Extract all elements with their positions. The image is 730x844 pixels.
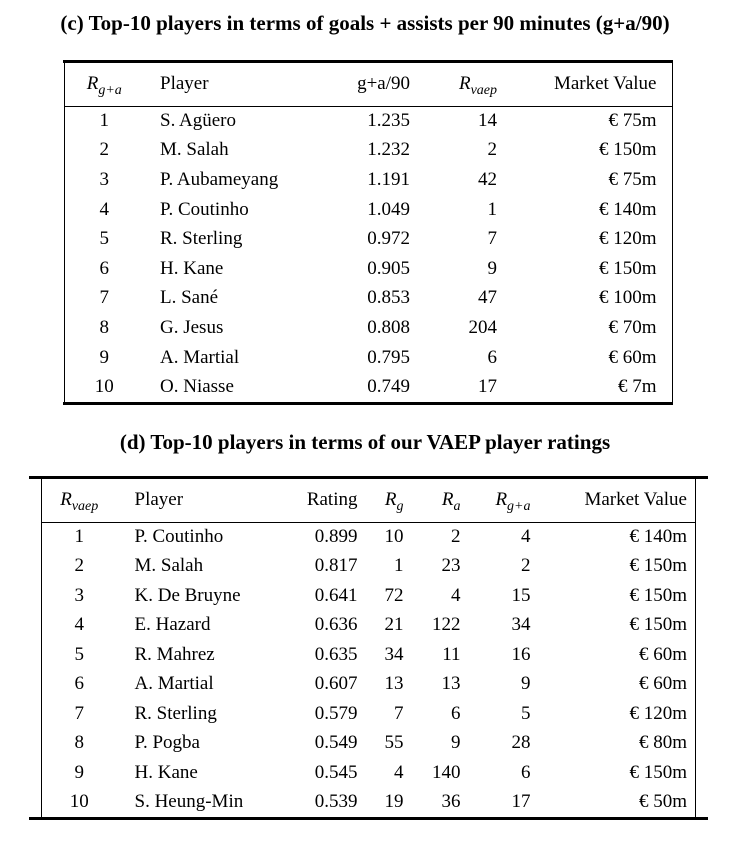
table-cell: 0.972 bbox=[367, 228, 410, 250]
table-cell: 6 bbox=[451, 702, 461, 724]
table-cell: 8 bbox=[99, 316, 109, 338]
column-header-rga bbox=[461, 479, 531, 522]
table-cell: 0.641 bbox=[314, 584, 358, 606]
column-header-rank-ga bbox=[64, 63, 144, 106]
table-cell: € 70m bbox=[608, 316, 657, 338]
table-cell: 55 bbox=[384, 732, 404, 754]
table-row bbox=[42, 640, 696, 670]
table-cell: 9 bbox=[451, 732, 461, 754]
table-row bbox=[42, 611, 696, 641]
table-cell: 2 bbox=[99, 139, 109, 161]
table-cell: R. Sterling bbox=[160, 228, 243, 250]
table-row bbox=[64, 165, 672, 195]
table-row bbox=[42, 670, 696, 700]
table-c-frame bbox=[63, 60, 673, 405]
table-cell: 17 bbox=[511, 791, 531, 813]
table-cell: 10 bbox=[94, 376, 114, 398]
table-cell: A. Martial bbox=[160, 346, 240, 368]
table-cell: 36 bbox=[441, 791, 461, 813]
table-cell: M. Salah bbox=[160, 139, 229, 161]
table-cell: 13 bbox=[441, 673, 461, 695]
table-row bbox=[64, 136, 672, 166]
table-cell: 34 bbox=[511, 614, 531, 636]
table-d-body bbox=[42, 522, 696, 817]
table-cell: 11 bbox=[442, 643, 461, 665]
header-row bbox=[42, 479, 696, 522]
table-cell: 19 bbox=[384, 791, 404, 813]
table-cell: 5 bbox=[99, 228, 109, 250]
math-subscript: vaep bbox=[71, 499, 99, 515]
table-cell: 16 bbox=[511, 643, 531, 665]
table-d-header bbox=[42, 479, 696, 522]
table-cell: € 120m bbox=[629, 702, 687, 724]
table-cell: A. Martial bbox=[134, 673, 214, 695]
math-subscript: a bbox=[453, 499, 461, 515]
table-cell: 10 bbox=[384, 526, 404, 547]
table-cell: € 100m bbox=[598, 287, 657, 309]
column-header-player: Player bbox=[117, 479, 277, 522]
table-cell: 14 bbox=[478, 110, 497, 132]
table-cell: € 75m bbox=[608, 110, 657, 132]
table-row bbox=[42, 581, 696, 611]
table-cell: 0.635 bbox=[314, 643, 358, 665]
column-header-ra bbox=[404, 479, 461, 522]
table-cell: 0.539 bbox=[314, 791, 358, 813]
table-cell: € 150m bbox=[598, 257, 657, 279]
table-cell: H. Kane bbox=[160, 257, 224, 279]
math-subscript: g+a bbox=[98, 83, 122, 99]
table-cell: 0.545 bbox=[314, 761, 358, 783]
table-cell: 5 bbox=[521, 702, 531, 724]
table-cell: R. Sterling bbox=[134, 702, 217, 724]
table-cell: M. Salah bbox=[134, 555, 204, 577]
math-subscript: vaep bbox=[470, 83, 497, 99]
table-cell: 7 bbox=[394, 702, 404, 724]
table-cell: O. Niasse bbox=[160, 376, 234, 398]
table-cell: 1.191 bbox=[367, 168, 410, 190]
table-cell: 2 bbox=[74, 555, 84, 577]
table-cell: 9 bbox=[74, 761, 84, 783]
table-c-caption: (c) Top-10 players in terms of goals + assists per 90 minutes (g+a/90) bbox=[60, 11, 670, 35]
column-header-ga90: g+a/90 bbox=[344, 63, 410, 106]
table-cell: 7 bbox=[487, 228, 497, 250]
table-d-frame bbox=[29, 476, 708, 820]
table-cell: P. Pogba bbox=[134, 732, 200, 754]
table-c-body bbox=[64, 106, 672, 402]
table-cell: 6 bbox=[74, 673, 84, 695]
table-d bbox=[41, 479, 696, 817]
table-cell: € 150m bbox=[629, 761, 687, 783]
table-cell: 4 bbox=[99, 198, 109, 220]
table-cell: 0.905 bbox=[367, 257, 410, 279]
table-cell: 1 bbox=[74, 526, 84, 547]
table-cell: 4 bbox=[521, 526, 531, 547]
math-var: R bbox=[441, 489, 454, 511]
math-subscript: g+a bbox=[507, 499, 531, 515]
table-cell: € 150m bbox=[629, 584, 687, 606]
table-cell: 0.808 bbox=[367, 316, 410, 338]
column-header-rvaep bbox=[410, 63, 497, 106]
table-cell: P. Coutinho bbox=[160, 198, 249, 220]
table-cell: 9 bbox=[521, 673, 531, 695]
table-cell: 140 bbox=[432, 761, 461, 783]
table-cell: 1.232 bbox=[367, 139, 410, 161]
table-cell: G. Jesus bbox=[160, 316, 224, 338]
table-row bbox=[42, 729, 696, 759]
table-cell: € 150m bbox=[629, 614, 687, 636]
table-cell: 7 bbox=[74, 702, 84, 724]
table-cell: 1.049 bbox=[367, 198, 410, 220]
table-cell: € 60m bbox=[638, 643, 687, 665]
table-cell: 47 bbox=[478, 287, 497, 309]
table-cell: 0.579 bbox=[314, 702, 358, 724]
table-cell: 8 bbox=[74, 732, 84, 754]
column-header-player: Player bbox=[144, 63, 344, 106]
table-cell: 2 bbox=[487, 139, 497, 161]
table-cell: 3 bbox=[74, 584, 84, 606]
table-cell: 5 bbox=[74, 643, 84, 665]
table-cell: 0.817 bbox=[314, 555, 358, 577]
table-cell: 6 bbox=[521, 761, 531, 783]
table-row bbox=[64, 343, 672, 373]
column-header-rg bbox=[358, 479, 404, 522]
table-cell: 1 bbox=[394, 555, 404, 577]
table-cell: € 60m bbox=[638, 673, 687, 695]
table-cell: 4 bbox=[74, 614, 84, 636]
table-cell: € 75m bbox=[608, 168, 657, 190]
table-row bbox=[64, 284, 672, 314]
table-cell: 13 bbox=[384, 673, 404, 695]
table-cell: 1.235 bbox=[367, 110, 410, 132]
table-cell: 1 bbox=[487, 198, 497, 220]
table-cell: € 120m bbox=[598, 228, 657, 250]
table-cell: 9 bbox=[99, 346, 109, 368]
column-header-rvaep bbox=[42, 479, 117, 522]
table-cell: 6 bbox=[99, 257, 109, 279]
table-row bbox=[42, 552, 696, 582]
table-c-header bbox=[64, 63, 672, 106]
table-cell: 17 bbox=[478, 376, 497, 398]
table-cell: 0.607 bbox=[314, 673, 358, 695]
math-var: R bbox=[86, 73, 99, 95]
math-var: R bbox=[384, 489, 397, 511]
table-cell: 28 bbox=[511, 732, 531, 754]
table-row bbox=[64, 313, 672, 343]
table-cell: 72 bbox=[384, 584, 404, 606]
table-cell: € 150m bbox=[598, 139, 657, 161]
table-c bbox=[64, 63, 673, 402]
table-cell: 42 bbox=[478, 168, 497, 190]
table-row bbox=[64, 224, 672, 254]
table-cell: 7 bbox=[99, 287, 109, 309]
table-cell: P. Coutinho bbox=[134, 526, 224, 547]
table-cell: 0.899 bbox=[314, 526, 358, 547]
table-cell: 2 bbox=[521, 555, 531, 577]
table-cell: L. Sané bbox=[160, 287, 219, 309]
table-cell: R. Mahrez bbox=[134, 643, 215, 665]
table-cell: € 80m bbox=[638, 732, 687, 754]
table-cell: 0.853 bbox=[367, 287, 410, 309]
column-header-market-value: Market Value bbox=[531, 479, 696, 522]
table-row bbox=[42, 699, 696, 729]
table-cell: 34 bbox=[384, 643, 404, 665]
table-cell: € 7m bbox=[617, 376, 657, 398]
table-cell: € 140m bbox=[629, 526, 687, 547]
table-cell: € 60m bbox=[608, 346, 657, 368]
column-header-market-value: Market Value bbox=[497, 63, 672, 106]
table-cell: H. Kane bbox=[134, 761, 198, 783]
table-cell: 0.549 bbox=[314, 732, 358, 754]
table-cell: 10 bbox=[69, 791, 89, 813]
table-cell: € 140m bbox=[598, 198, 657, 220]
column-header-rating: Rating bbox=[277, 479, 358, 522]
table-cell: € 150m bbox=[629, 555, 687, 577]
math-var: R bbox=[458, 73, 471, 95]
table-cell: 23 bbox=[441, 555, 461, 577]
table-cell: € 50m bbox=[638, 791, 687, 813]
table-row bbox=[64, 254, 672, 284]
table-cell: 3 bbox=[99, 168, 109, 190]
table-cell: S. Heung-Min bbox=[134, 791, 244, 813]
math-subscript: g bbox=[396, 499, 404, 515]
math-var: R bbox=[60, 489, 72, 511]
table-cell: 0.636 bbox=[314, 614, 358, 636]
table-cell: 6 bbox=[487, 346, 497, 368]
table-cell: E. Hazard bbox=[134, 614, 211, 636]
header-row bbox=[64, 63, 672, 106]
table-cell: 2 bbox=[451, 526, 461, 547]
math-var: R bbox=[495, 489, 508, 511]
table-cell: K. De Bruyne bbox=[134, 584, 241, 606]
table-row bbox=[42, 522, 696, 552]
table-cell: 4 bbox=[451, 584, 461, 606]
table-row bbox=[42, 788, 696, 818]
table-cell: 204 bbox=[468, 316, 497, 338]
table-row bbox=[64, 106, 672, 136]
table-cell: 122 bbox=[432, 614, 461, 636]
table-row bbox=[42, 758, 696, 788]
table-cell: 9 bbox=[487, 257, 497, 279]
table-cell: P. Aubameyang bbox=[160, 168, 279, 190]
table-cell: 0.749 bbox=[367, 376, 410, 398]
table-row bbox=[64, 372, 672, 402]
table-cell: 0.795 bbox=[367, 346, 410, 368]
table-d-caption: (d) Top-10 players in terms of our VAEP player ratings bbox=[119, 430, 611, 454]
table-row bbox=[64, 195, 672, 225]
table-cell: S. Agüero bbox=[160, 110, 236, 132]
table-cell: 4 bbox=[394, 761, 404, 783]
table-cell: 21 bbox=[384, 614, 404, 636]
table-cell: 15 bbox=[511, 584, 531, 606]
table-cell: 1 bbox=[99, 110, 109, 132]
